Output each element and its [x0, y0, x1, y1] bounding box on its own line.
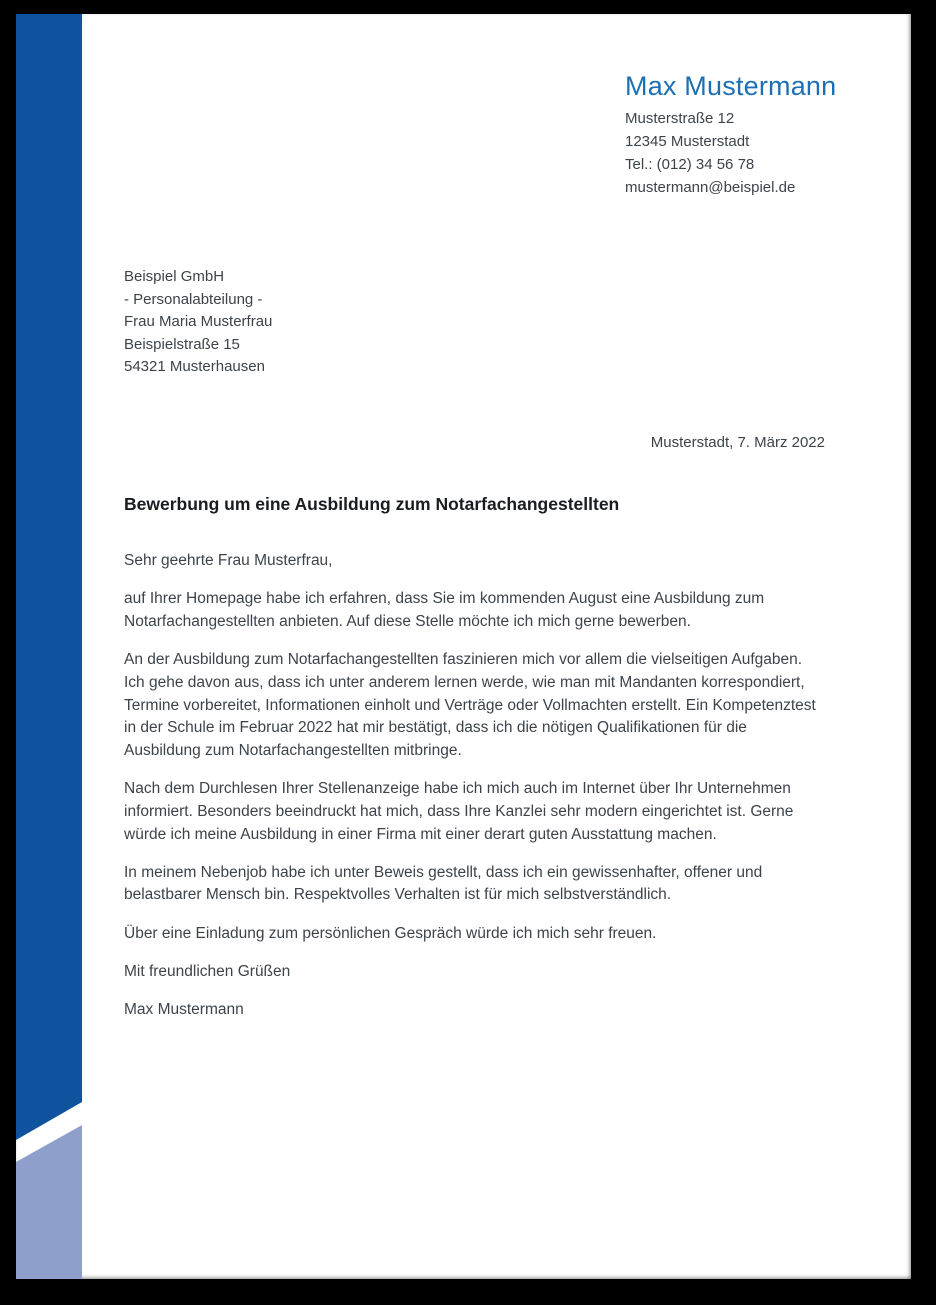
recipient-block: [124, 266, 272, 379]
letter-body: [124, 550, 824, 1037]
sender-email: mustermann@beispiel.de: [625, 179, 796, 196]
paragraph-3: Nach dem Durchlesen Ihrer Stellenanzeige habe ich mich auch im Internet über Ihr Unternehmen informiert. Besonders beeindruckt hat mich, dass Ihre Kanzlei sehr modern eingerichtet ist. Gerne würde ich meine Ausbildung in einer Firma mit einer derart guten Ausstattung machen.: [124, 780, 794, 843]
signature-name: Max Mustermann: [124, 1001, 244, 1019]
sender-street: Musterstraße 12: [625, 110, 735, 127]
paragraph-5: Über eine Einladung zum persönlichen Gespräch würde ich mich sehr freuen.: [124, 924, 657, 942]
sender-phone: Tel.: (012) 34 56 78: [625, 156, 755, 173]
recipient-department: - Personalabteilung -: [124, 290, 263, 308]
salutation: Sehr geehrte Frau Musterfrau,: [124, 552, 333, 569]
closing-phrase: Mit freundlichen Grüßen: [124, 962, 291, 980]
subject-line: Bewerbung um eine Ausbildung zum Notarfachangestellten: [124, 494, 620, 514]
recipient-city: 54321 Musterhausen: [124, 358, 265, 375]
letter-page: [16, 14, 911, 1279]
left-stripe-light: [16, 1125, 82, 1279]
sender-address: [625, 107, 905, 199]
sender-city: 12345 Musterstadt: [625, 133, 750, 150]
left-stripe-dark: [16, 14, 82, 1140]
paragraph-2: An der Ausbildung zum Notarfachangestellten faszinieren mich vor allem die vielseitigen Aufgaben. Ich gehe davon aus, dass ich unter anderem lernen werde, wie man mit Mandanten korrespondiert, Termine vorbereitet, Informationen einholt und Verträge oder Vollmachten erstellt. Ein Kompetenztest in der Schule im Februar 2022 hat mir bestätigt, dass ich die nötigen Qualifikationen für die Ausbildung zum Notarfachangestellten mitbringe.: [124, 651, 816, 759]
paragraph-4: In meinem Nebenjob habe ich unter Beweis gestellt, dass ich ein gewissenhafter, offener und belastbarer Mensch bin. Respektvolles Verhalten ist für mich selbstverständlich.: [124, 863, 763, 904]
date-line: Musterstadt, 7. März 2022: [650, 434, 825, 451]
sender-block: [625, 70, 905, 199]
sender-name: Max Mustermann: [625, 71, 837, 101]
paragraph-1: auf Ihrer Homepage habe ich erfahren, dass Sie im kommenden August eine Ausbildung zum Notarfachangestellten anbieten. Auf diese Stelle möchte ich mich gerne bewerben.: [124, 590, 765, 630]
recipient-contact: Frau Maria Musterfrau: [124, 313, 273, 330]
recipient-company: Beispiel GmbH: [124, 268, 225, 285]
recipient-street: Beispielstraße 15: [124, 335, 240, 353]
